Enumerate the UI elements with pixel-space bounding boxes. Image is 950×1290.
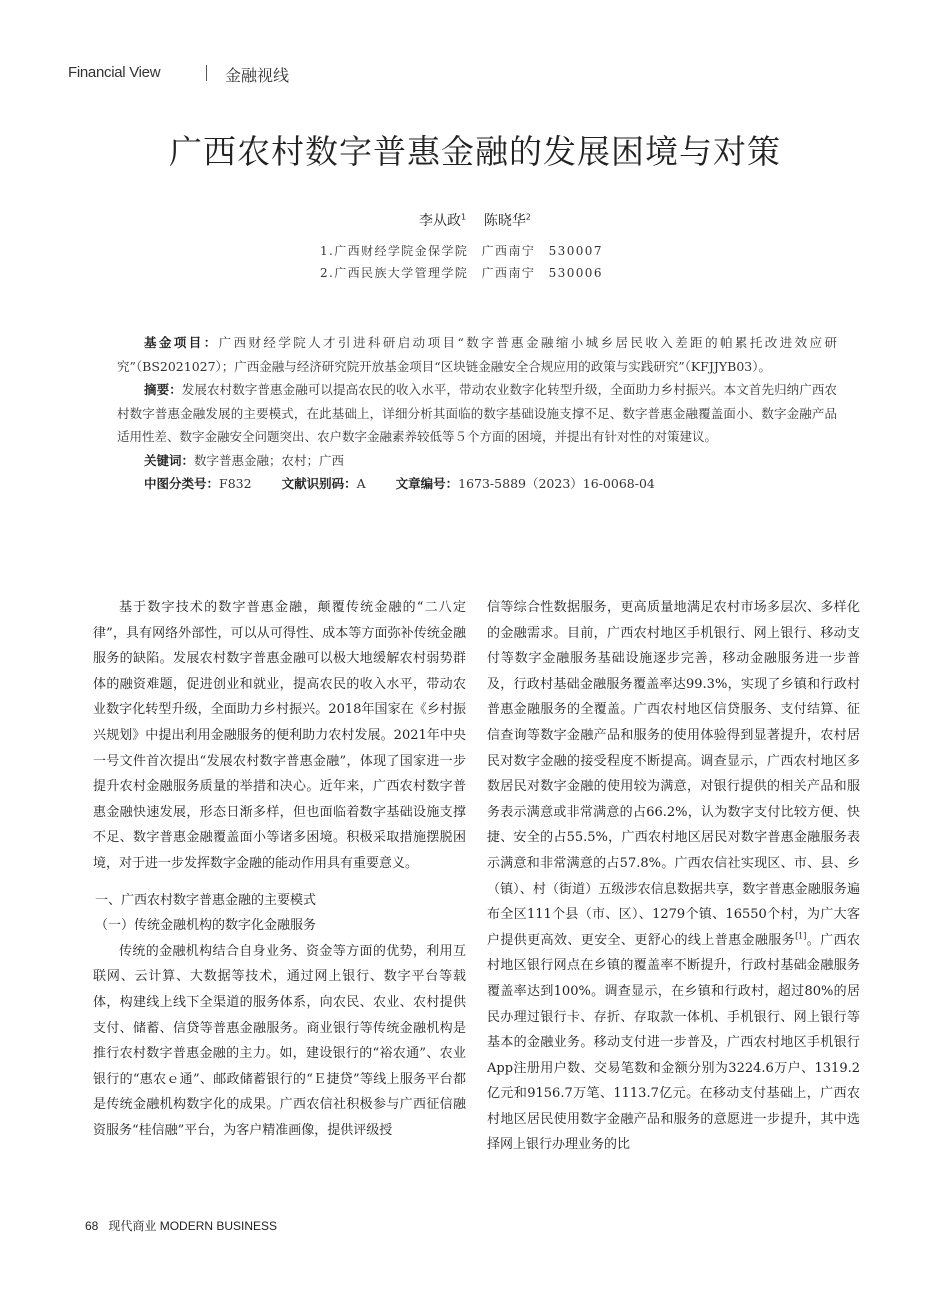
keywords-paragraph [117, 449, 837, 473]
fund-text: 广西财经学院人才引进科研启动项目“数字普惠金融缩小城乡居民收入差距的帕累托改进效应研究”（BS2021027）；广西金融与经济研究院开放基金项目“区块链金融安全合规应用的政策与实践研究”（KFJJYB03）。 [117, 335, 837, 374]
author-line [0, 210, 950, 230]
article-no-label: 文章编号： [395, 476, 459, 491]
abstract-label: 摘要： [144, 382, 182, 397]
author-2: 陈晓华 [483, 213, 526, 229]
citation-ref: [1] [795, 931, 807, 941]
abstract-paragraph [117, 378, 837, 449]
article-meta [117, 331, 837, 496]
classification-line [117, 472, 837, 496]
article-title: 广西农村数字普惠金融的发展困境与对策 [169, 132, 781, 171]
body-text: 信等综合性数据服务，更高质量地满足农村市场多层次、多样化的金融需求。目前，广西农村地区手机银行、网上银行、移动支付等数字金融服务基础设施逐步完善，移动金融服务进一步普及，行政村基础金融服务覆盖率达99.3%，实现了乡镇和行政村普惠金融服务的全覆盖。广西农村地区信贷服务、支付结算、征信查询等数字金融产品和服务的使用体验得到显著提升，农村居民对数字金融的接受程度不断提高。调查显示，广西农村地区多数居民对数字金融的使用较为满意，对银行提供的相关产品和服务表示满意或非常满意的占66.2%，认为数字支付比较方便、快捷、安全的占55.5%，广西农村地区居民对数字普惠金融服务表示满意和非常满意的占57.8%。广西农信社实现区、市、县、乡（镇）、村（街道）五级涉农信息数据共享，数字普惠金融服务遍布全区111个县（市、区）、1279个镇、16550个村，为广大客户提供更高效、更安全、更舒心的线上普惠金融服务 [487, 600, 860, 948]
affiliation-1: 1.广西财经学院金保学院 广西南宁 530007 [320, 244, 603, 258]
fund-paragraph [117, 331, 837, 378]
article-no-value: 1673-5889（2023）16-0068-04 [458, 476, 655, 491]
body-paragraph: 基于数字技术的数字普惠金融，颠覆传统金融的“二八定律”，具有网络外部性，可以从可得性、成本等方面弥补传统金融服务的缺陷。发展农村数字普惠金融可以极大地缓解农村弱势群体的融资难题，促进创业和就业，提高农民的收入水平，带动农业数字化转型升级，全面助力乡村振兴。2018年国家在《乡村振兴规划》中提出利用金融服务的便利助力农村发展。2021年中央一号文件首次提出“发展农村数字普惠金融”，体现了国家进一步提升农村金融服务质量的举措和决心。近年来，广西农村数字普惠金融快速发展，形态日渐多样，但也面临着数字基础设施支撑不足、数字普惠金融覆盖面小等诸多困境。积极采取措施摆脱困境，对于进一步发挥数字金融的能动作用具有重要意义。 [93, 600, 466, 871]
page-footer [85, 1217, 277, 1234]
doc-code-value: A [356, 476, 366, 491]
clc-label: 中图分类号： [144, 476, 220, 491]
abstract-text: 发展农村数字普惠金融可以提高农民的收入水平，带动农业数字化转型升级，全面助力乡村振兴。本文首先归纳广西农村数字普惠金融发展的主要模式，在此基础上，详细分析其面临的数字基础设施支撑不足、数字普惠金融覆盖面小、数字金融产品适用性差、数字金融安全问题突出、农户数字金融素养较低等５个方面的困境，并提出有针对性的对策建议。 [117, 382, 837, 444]
section-name-en: Financial View [68, 64, 161, 81]
body-column-left [93, 595, 466, 1143]
subsection-heading: （一）传统金融机构的数字化金融服务 [95, 918, 317, 934]
affiliation-2: 2.广西民族大学管理学院 广西南宁 530006 [320, 266, 603, 280]
body-column-right [487, 595, 860, 1158]
body-paragraph: 传统的金融机构结合自身业务、资金等方面的优势，利用互联网、云计算、大数据等技术，通过网上银行、数字平台等载体，构建线上线下全渠道的服务体系，向农民、农业、农村提供支付、储蓄、信贷等普惠金融服务。商业银行等传统金融机构是推行农村数字普惠金融的主力。如，建设银行的“裕农通”、农业银行的“惠农ｅ通”、邮政储蓄银行的“Ｅ捷贷”等线上服务平台都是传统金融机构数字化的成果。广西农信社积极参与广西征信融资服务“桂信融”平台，为客户精准画像，提供评级授 [93, 943, 466, 1138]
section-name-cn: 金融视线 [225, 66, 290, 85]
header-divider [206, 65, 207, 81]
author-1-affil-mark: 1 [461, 212, 467, 222]
body-paragraph [487, 595, 860, 1158]
journal-name: 现代商业 MODERN BUSINESS [108, 1219, 278, 1233]
author-1: 李从政 [419, 213, 461, 229]
clc-value: F832 [219, 476, 252, 491]
body-text: 。广西农村地区银行网点在乡镇的覆盖率不断提升，行政村基础金融服务覆盖率达到100%。调查显示，在乡镇和行政村，超过80%的居民办理过银行卡、存折、存取款一体机、手机银行、网上银行等基本的金融业务。移动支付进一步普及，广西农村地区手机银行App注册用户数、交易笔数和金额分别为3224.6万户、1319.2亿元和9156.7万笔、1113.7亿元。在移动支付基础上，广西农村地区居民使用数字金融产品和服务的意愿进一步提升，其中选择网上银行办理业务的比 [487, 932, 860, 1153]
author-2-affil-mark: 2 [525, 212, 531, 222]
keywords-text: 数字普惠金融；农村；广西 [194, 452, 345, 468]
doc-code-label: 文献识别码： [281, 476, 357, 491]
fund-label: 基金项目： [144, 335, 219, 350]
keywords-label: 关键词： [144, 452, 195, 468]
page-header [68, 64, 888, 88]
section-heading: 一、广西农村数字普惠金融的主要模式 [95, 892, 317, 908]
page-number: 68 [85, 1219, 99, 1233]
